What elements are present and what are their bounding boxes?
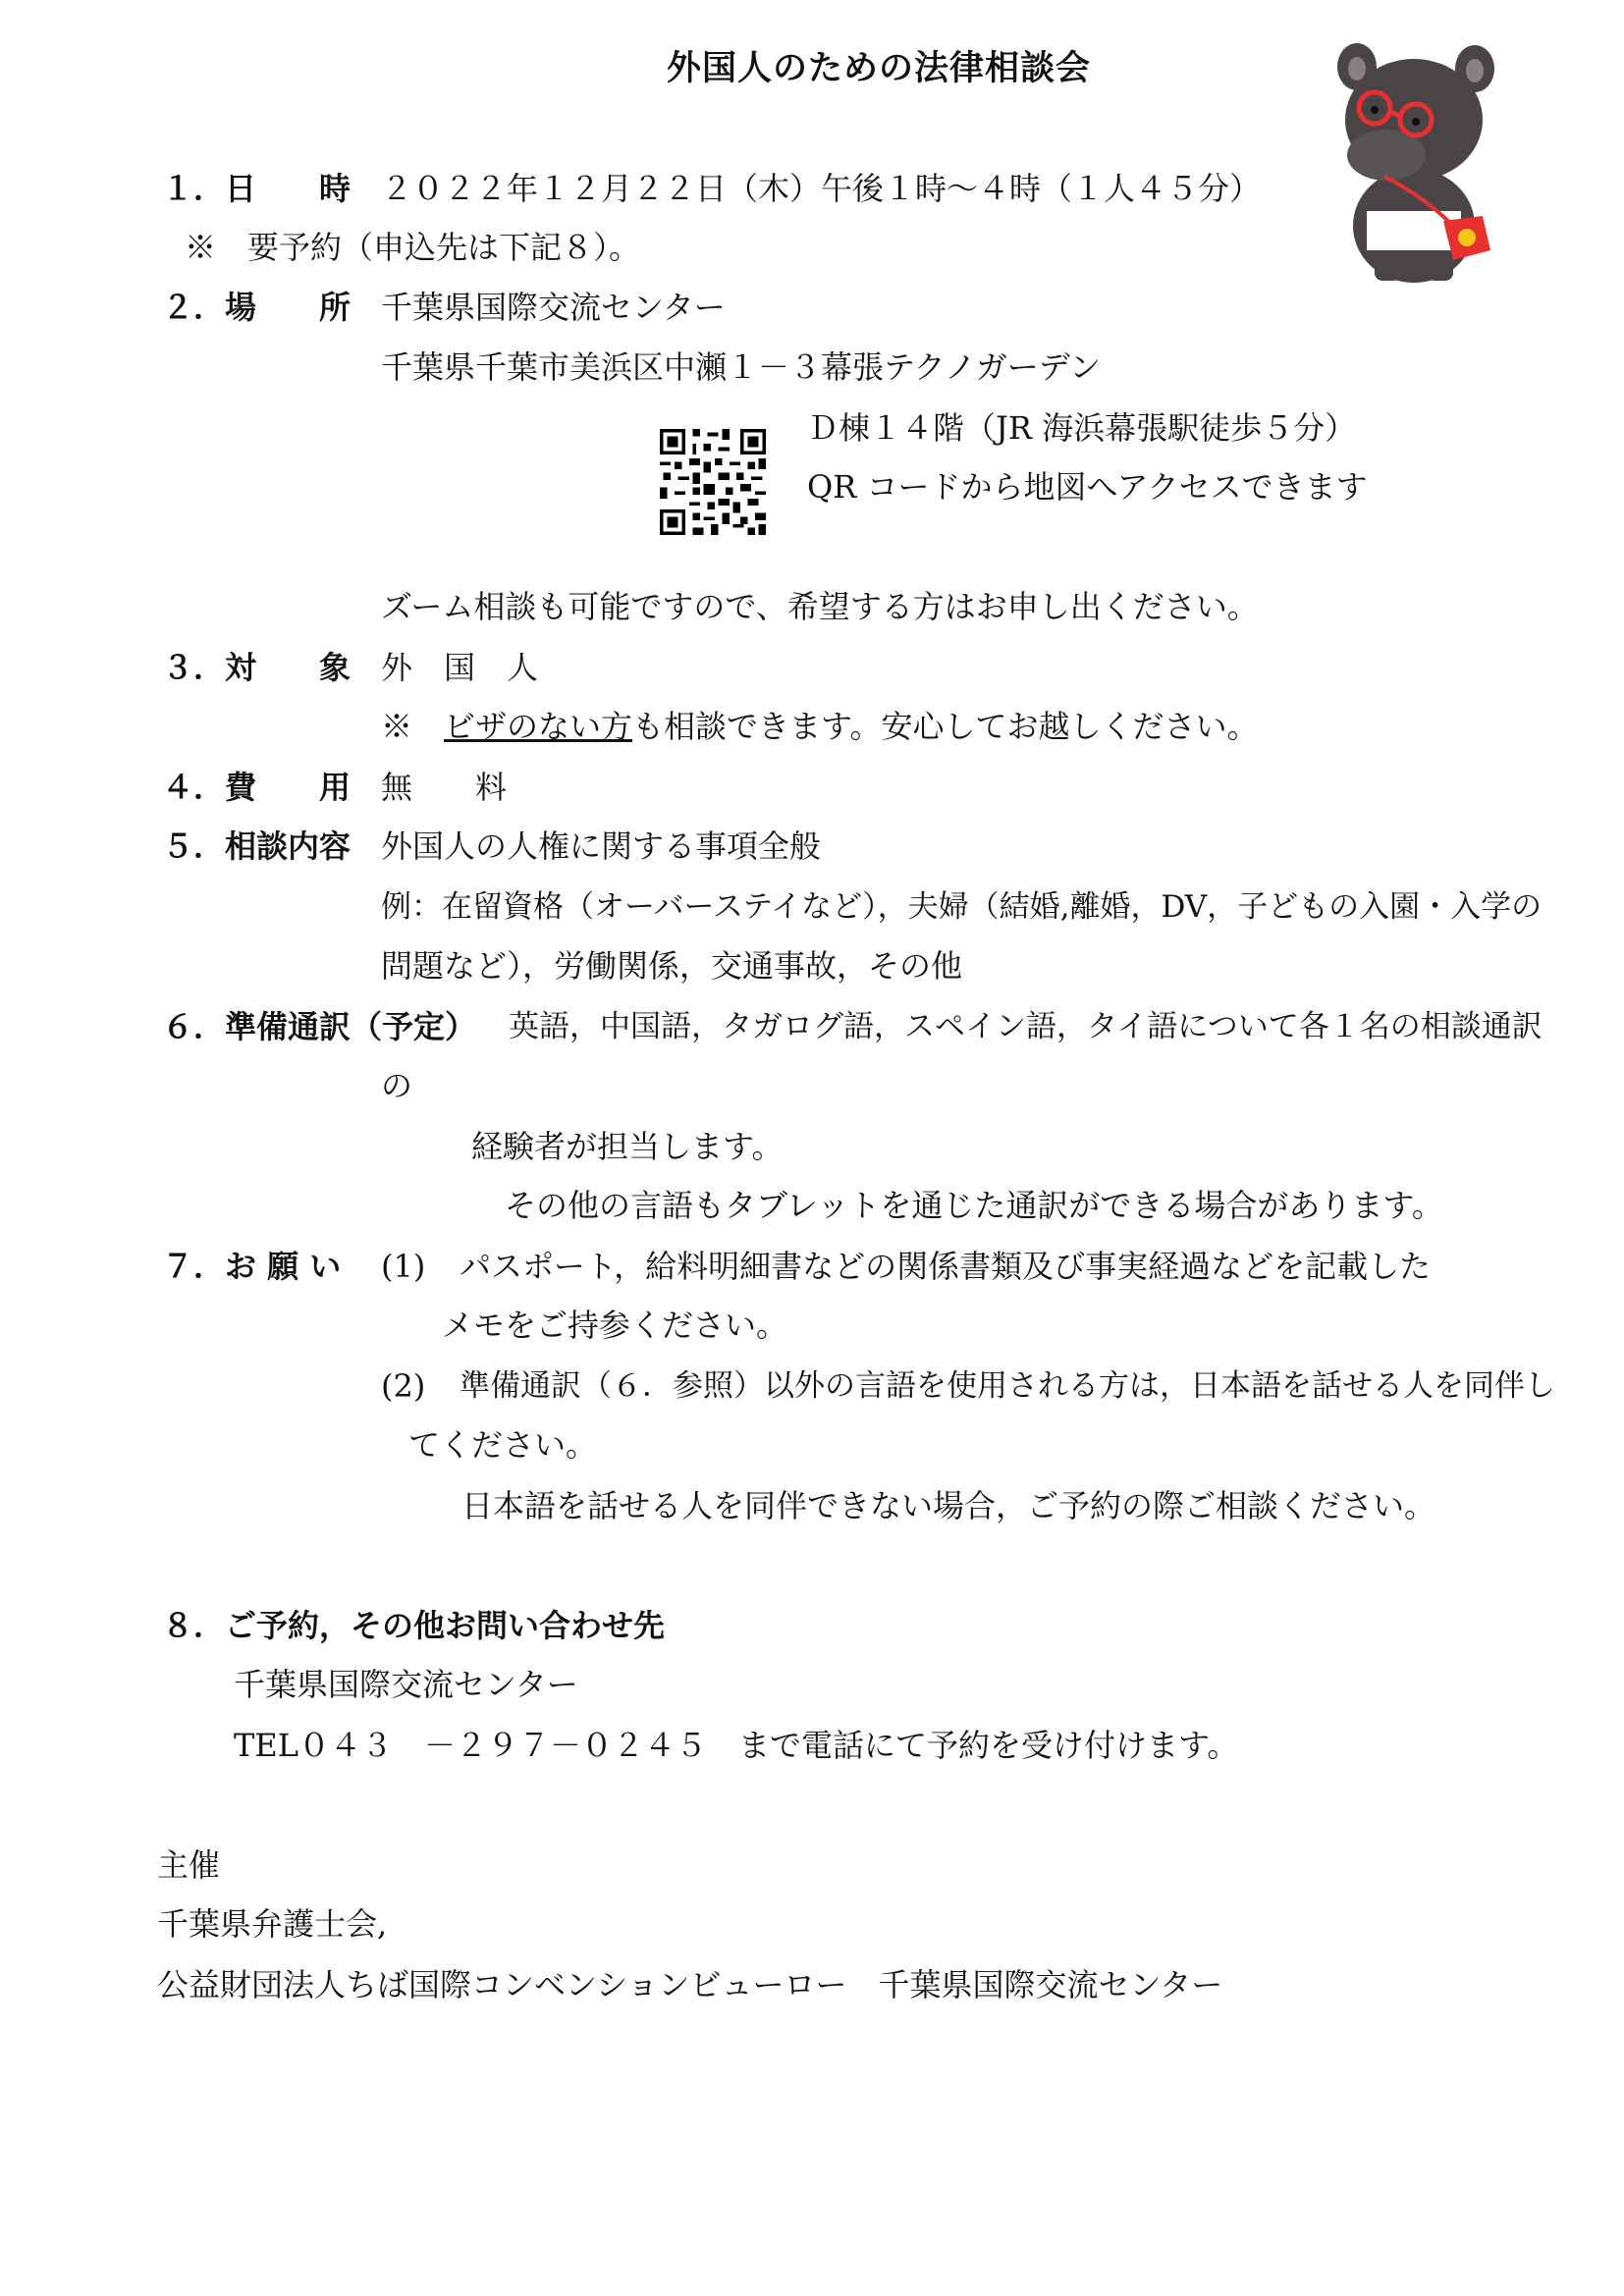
date-label: １．日 時 bbox=[162, 170, 352, 207]
target-label: ３．対 象 bbox=[162, 649, 352, 686]
fee-label: ４．費 用 bbox=[162, 769, 352, 806]
request-1-line-2: メモをご持参ください。 bbox=[442, 1307, 788, 1344]
place-qr-text: QR コードから地図へアクセスできます bbox=[807, 468, 1368, 506]
request-label: ７．お 願 い bbox=[162, 1248, 342, 1285]
qr-code-icon[interactable] bbox=[660, 429, 766, 535]
content-example-2: 問題など），労働関係，交通事故，その他 bbox=[381, 947, 963, 985]
contact-label: ８．ご予約，その他お問い合わせ先 bbox=[162, 1607, 666, 1644]
request-2-num: (2) bbox=[381, 1367, 426, 1405]
date-note: ※ 要予約（申込先は下記８）。 bbox=[185, 229, 641, 266]
fee-value: 無 料 bbox=[381, 769, 508, 806]
target-value: 外 国 人 bbox=[381, 649, 539, 686]
request-2-line-1: 準備通訳（６．参照）以外の言語を使用される方は，日本語を話せる人を同伴し bbox=[460, 1368, 1555, 1404]
content-label: ５．相談内容 bbox=[162, 828, 352, 865]
page-title: 外国人のための法律相談会 bbox=[666, 49, 1091, 88]
content-example-1: 例：在留資格（オーバーステイなど），夫婦（結婚,離婚，DV，子どもの入園・入学の bbox=[381, 889, 1543, 925]
date-row bbox=[162, 169, 351, 208]
place-building: Ｄ棟１４階（JR 海浜幕張駅徒歩５分） bbox=[807, 409, 1357, 447]
interp-line-3: その他の言語もタブレットを通じた通訳ができる場合があります。 bbox=[505, 1187, 1443, 1224]
interp-line-1: 英語，中国語，タガログ語，スペイン語，タイ語について各１名の相談通訳 bbox=[509, 1009, 1543, 1044]
place-address: 千葉県千葉市美浜区中瀬１－３幕張テクノガーデン bbox=[381, 348, 1102, 386]
organizer-line-2: 公益財団法人ちば国際コンベンションビューロー 千葉県国際交流センター bbox=[157, 1966, 1223, 2003]
request-1-num: (1) bbox=[381, 1248, 426, 1285]
organizer-label: 主催 bbox=[157, 1846, 221, 1884]
request-2-line-2: てください。 bbox=[408, 1426, 598, 1464]
organizer-line-1: 千葉県弁護士会, bbox=[157, 1905, 388, 1943]
interp-label: ６．準備通訳（予定） bbox=[162, 1008, 477, 1045]
place-name: 千葉県国際交流センター bbox=[381, 289, 726, 326]
target-note-prefix: ※ bbox=[381, 708, 445, 745]
target-note-underlined: ビザのない方 bbox=[444, 708, 633, 745]
target-note-rest: も相談できます。安心してお越しください。 bbox=[632, 708, 1259, 745]
interp-line-2: 経験者が担当します。 bbox=[471, 1128, 784, 1165]
request-1-line-1: パスポート，給料明細書などの関係書類及び事実経過などを記載した bbox=[460, 1248, 1432, 1285]
content-value: 外国人の人権に関する事項全般 bbox=[381, 828, 822, 865]
contact-org: 千葉県国際交流センター bbox=[234, 1666, 578, 1703]
place-label: ２．場 所 bbox=[162, 289, 352, 326]
contact-tel[interactable]: TEL０４３ －２９７－０２４５ まで電話にて予約を受け付けます。 bbox=[234, 1727, 1239, 1764]
request-2-line-3: 日本語を話せる人を同伴できない場合，ご予約の際ご相談ください。 bbox=[461, 1487, 1436, 1524]
date-value: ２０２２年１２月２２日（木）午後１時〜４時（１人４５分） bbox=[381, 170, 1262, 207]
target-note bbox=[381, 707, 1258, 746]
place-zoom-note: ズーム相談も可能ですので、希望する方はお申し出ください。 bbox=[381, 588, 1259, 625]
interp-line-1b: の bbox=[381, 1067, 413, 1104]
tapir-mascot-icon bbox=[1306, 29, 1522, 285]
